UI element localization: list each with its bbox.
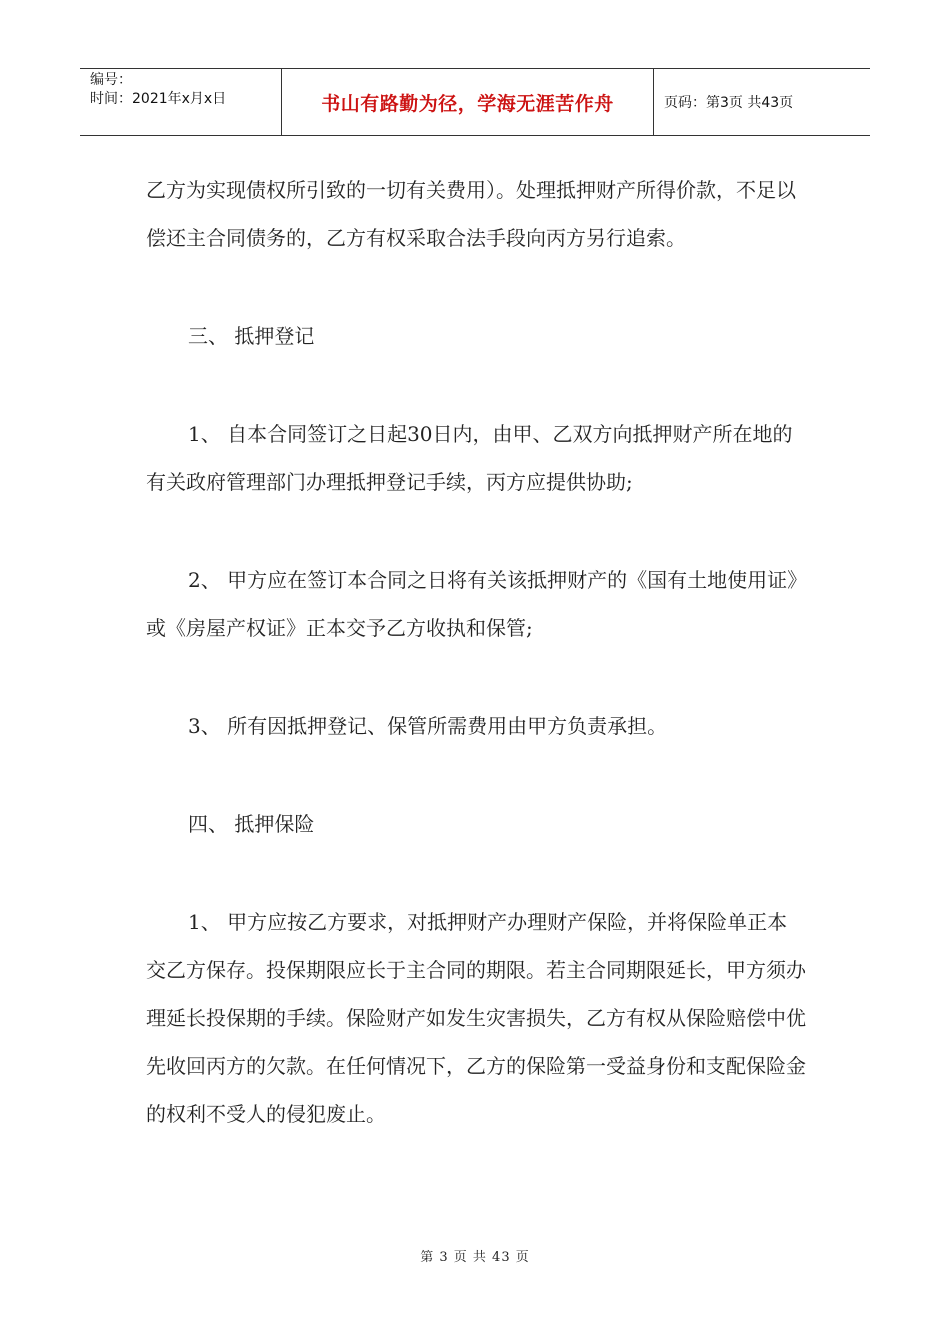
clause-item: 3、 所有因抵押登记、保管所需费用由甲方负责承担。 bbox=[188, 714, 668, 738]
header-motto: 书山有路勤为径，学海无涯苦作舟 bbox=[282, 69, 654, 135]
document-time-label: 时间：2021年x月x日 bbox=[90, 91, 227, 107]
clause-item: 1、 甲方应按乙方要求，对抵押财产办理财产保险，并将保险单正本交乙方保存。投保期限应长于主合同的期限。若主合同期限延长，甲方须办理延长投保期的手续。保险财产如发生灾害损失，乙方有权从保险赔偿中优先收回丙方的欠款。在任何情况下，乙方的保险第一受益身份和支配保险金的权利不受人的侵犯废止。 bbox=[146, 910, 806, 1126]
paragraph-continuation: 乙方为实现债权所引致的一切有关费用）。处理抵押财产所得价款，不足以偿还主合同债务的，乙方有权采取合法手段向丙方另行追索。 bbox=[146, 178, 796, 250]
header-meta bbox=[80, 69, 282, 135]
document-body bbox=[146, 166, 806, 1188]
page-header bbox=[80, 68, 870, 136]
section-heading-insurance: 四、 抵押保险 bbox=[188, 812, 315, 836]
clause-item: 2、 甲方应在签订本合同之日将有关该抵押财产的《国有土地使用证》或《房屋产权证》正本交予乙方收执和保管; bbox=[146, 568, 798, 640]
header-page-number: 页码：第3页 共43页 bbox=[664, 95, 794, 111]
clause-item: 1、 自本合同签订之日起30日内，由甲、乙双方向抵押财产所在地的有关政府管理部门办理抵押登记手续，丙方应提供协助; bbox=[146, 422, 793, 494]
section-heading-registration: 三、 抵押登记 bbox=[188, 324, 315, 348]
document-number-label: 编号： bbox=[90, 72, 132, 88]
page-footer: 第 3 页 共 43 页 bbox=[420, 1250, 530, 1265]
